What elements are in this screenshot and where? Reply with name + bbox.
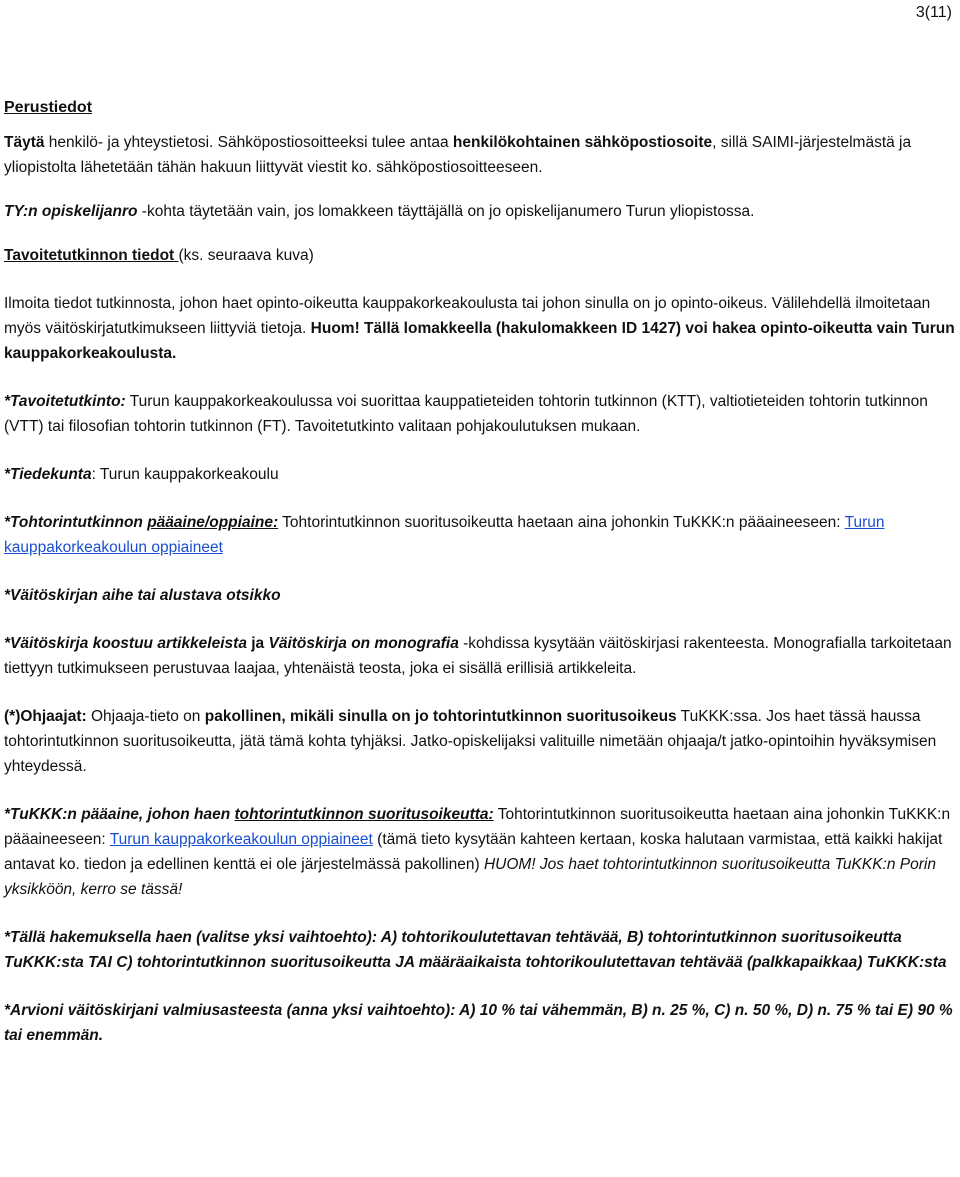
paragraph-application-type [4,925,956,975]
paragraph-thesis-structure [4,631,956,681]
paragraph-target-degree-info [4,243,956,268]
field-name: tohtorintutkinnon suoritusoikeutta: [234,806,494,823]
bold-text: ja [246,635,269,652]
paragraph-faculty [4,462,956,487]
field-name: *Tohtorintutkinnon [4,514,148,531]
body-text: -kohdissa kysytään väitöskirjasi rakenteesta. Monografialla tarkoitetaan tiettyyn tutkimukseen perustuvaa laajaa, yhtenäistä teosta, joka ei sisällä erillisiä artikkeleita. [4,635,952,677]
field-name: *Arvioni väitöskirjani valmiusasteesta (anna yksi vaihtoehto): A) 10 % tai vähemmän, B) n. 25 %, C) n. 50 %, D) n. 75 % tai E) 90 % tai enemmän. [4,1002,953,1044]
paragraph-thesis-progress [4,998,956,1048]
paragraph-supervisors [4,704,956,779]
paragraph-target-degree [4,389,956,439]
body-text: (ks. seuraava kuva) [178,247,314,264]
field-name: (*)Ohjaajat: [4,708,87,725]
body-text: : Turun kauppakorkeakoulu [91,466,279,483]
field-name: *Tällä hakemuksella haen (valitse yksi vaihtoehto): A) tohtorikoulutettavan tehtävää, B) tohtorintutkinnon suoritusoikeutta TuKKK:sta TAI C) tohtorintutkinnon suoritusoikeutta JA määräaikaista tohtorikoulutettavan tehtävää (palkkapaikkaa) TuKKK:sta [4,929,947,971]
subjects-link[interactable]: Turun kauppakorkeakoulun oppiaineet [4,514,885,556]
bold-text: henkilökohtainen sähköpostiosoite [452,134,713,151]
body-text: -kohta täytetään vain, jos lomakkeen täyttäjällä on jo opiskelijanumero Turun yliopistossa. [137,203,755,220]
body-text: TuKKK:ssa. Jos haet tässä haussa tohtorintutkinnon suoritusoikeutta, jätä tämä kohta tyhjäksi. Jatko-opiskelijaksi valituille nimetään ohjaaja/t jatko-opintoihin hyväksymisen yhteydessä. [4,708,937,775]
field-name: *Tavoitetutkinto: [4,393,126,410]
field-name: *Tiedekunta [4,466,92,483]
body-text: (tämä tieto kysytään kahteen kertaan, koska halutaan varmistaa, että kaikki hakijat antavat ko. tiedon ja edellinen kenttä ei ole järjestelmässä pakollinen) [4,831,943,873]
paragraph-degree-instructions [4,291,956,366]
bold-text: pakollinen, mikäli sinulla on jo tohtorintutkinnon suoritusoikeus [204,708,677,725]
subheading: Tavoitetutkinnon tiedot [4,247,179,264]
document-body [4,94,956,1048]
paragraph-tukkk-major [4,802,956,902]
section-heading: Perustiedot [4,99,93,116]
page-number: 3(11) [915,4,952,21]
field-name: *TuKKK:n pääaine, johon haen [4,806,235,823]
paragraph-contact-info [4,130,956,180]
field-name: *Väitöskirjan aihe tai alustava otsikko [4,587,281,604]
body-text: henkilö- ja yhteystietosi. Sähköpostiosoitteeksi tulee antaa [44,134,453,151]
body-text: Ilmoita tiedot tutkinnosta, johon haet opinto-oikeutta kauppakorkeakoulusta tai johon sinulla on jo opinto-oikeus. Välilehdellä ilmoitetaan myös väitöskirjatutkimukseen liittyviä tietoja. [4,295,931,337]
field-name: pääaine/oppiaine: [147,514,279,531]
body-text: Turun kauppakorkeakoulussa voi suorittaa kauppatieteiden tohtorin tutkinnon (KTT), valtiotieteiden tohtorin tutkinnon (VTT) tai filosofian tohtorin tutkinnon (FT). Tavoitetutkinto valitaan pohjakoulutuksen mukaan. [4,393,928,435]
paragraph-thesis-topic [4,583,956,608]
subjects-link[interactable]: Turun kauppakorkeakoulun oppiaineet [109,831,373,848]
field-name: TY:n opiskelijanro [4,203,138,220]
note-text: Huom! Tällä lomakkeella (hakulomakkeen ID 1427) voi hakea opinto-oikeutta vain Turun kauppakorkeakoulusta. [4,320,955,362]
bold-text: Täytä [4,134,45,151]
paragraph-major-subject [4,510,956,560]
note-text: HUOM! Jos haet tohtorintutkinnon suoritusoikeutta TuKKK:n Porin yksikköön, kerro se tässä! [4,856,936,898]
body-text: Ohjaaja-tieto on [86,708,205,725]
body-text: , sillä SAIMI-järjestelmästä ja yliopistolta lähetetään tähän hakuun liittyvät viestit ko. sähköpostiosoitteeseen. [4,134,912,176]
field-name: *Väitöskirja koostuu artikkeleista [4,635,247,652]
body-text: Tohtorintutkinnon suoritusoikeutta haetaan aina johonkin TuKKK:n pääaineeseen: [4,806,951,848]
body-text: Tohtorintutkinnon suoritusoikeutta haetaan aina johonkin TuKKK:n pääaineeseen: [278,514,845,531]
field-name: Väitöskirja on monografia [268,635,459,652]
paragraph-student-number [4,199,956,224]
